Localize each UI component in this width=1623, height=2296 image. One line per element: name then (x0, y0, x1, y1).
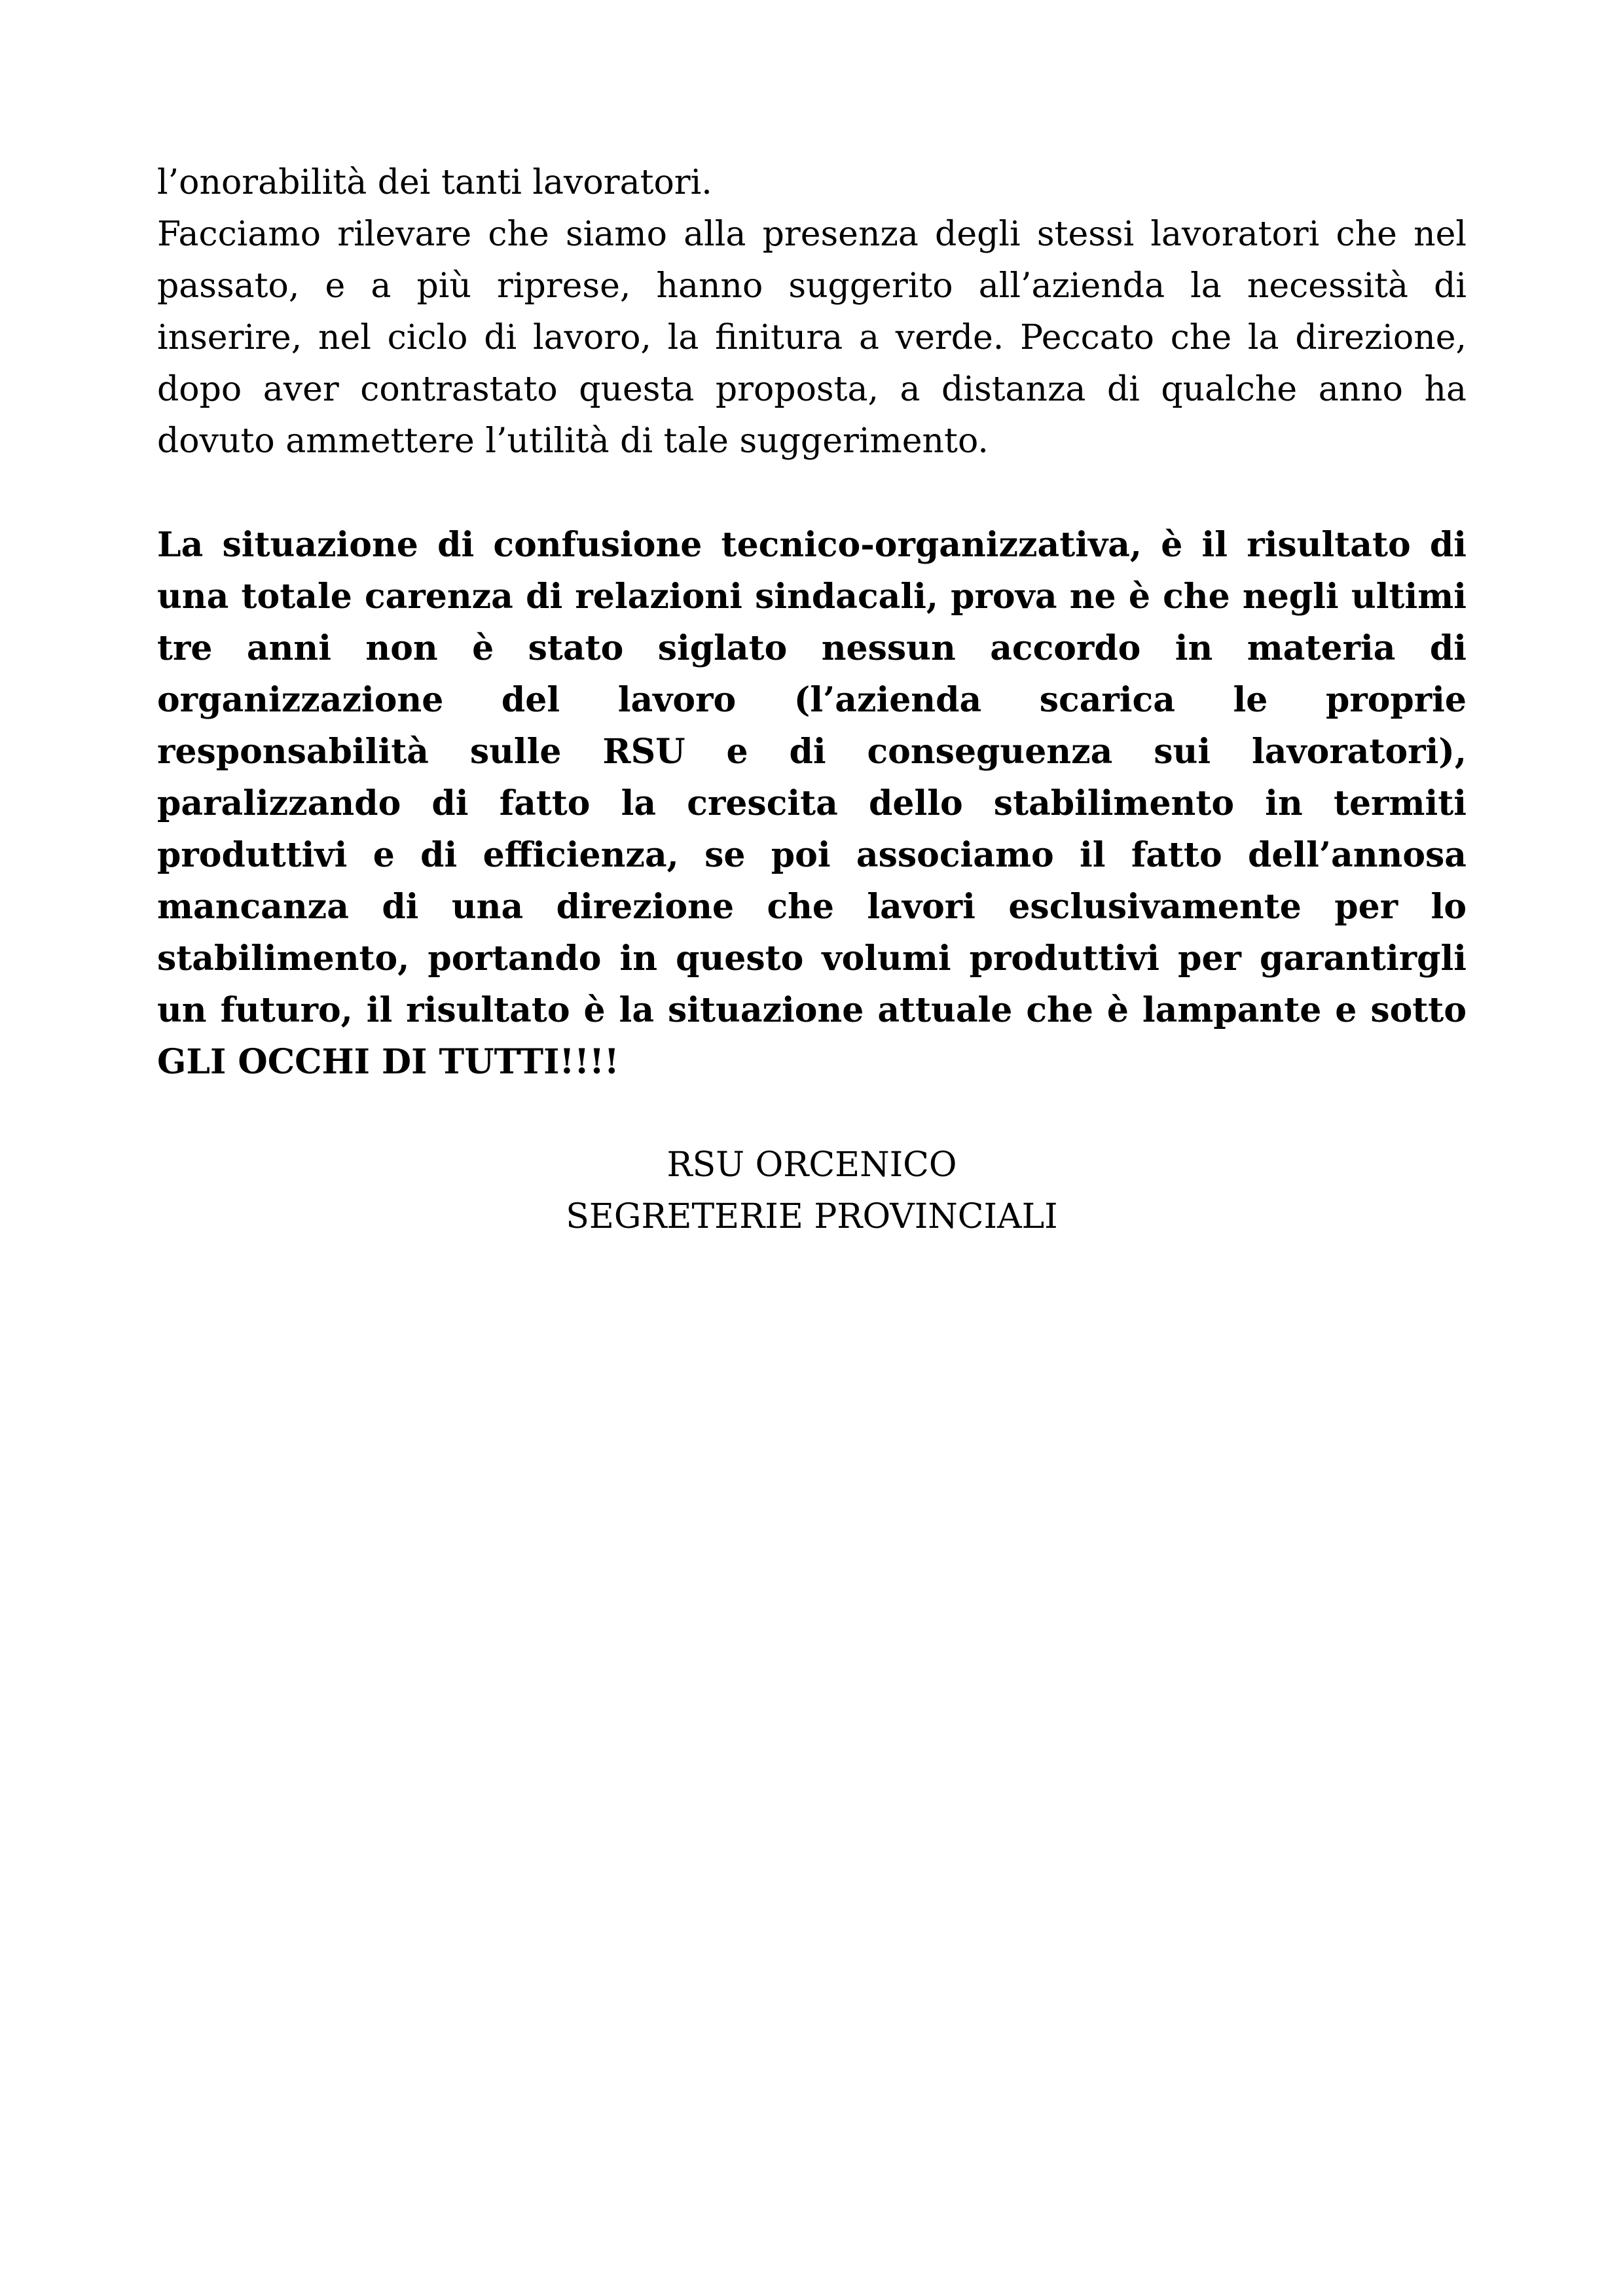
signature-block (157, 1139, 1467, 1243)
document-page (157, 157, 1467, 1243)
paragraph-continuation: l’onorabilità dei tanti lavoratori. (157, 163, 712, 202)
signature-rsu: RSU ORCENICO (666, 1145, 957, 1185)
signature-segreterie: SEGRETERIE PROVINCIALI (566, 1197, 1058, 1236)
paragraph-bold-statement: La situazione di confusione tecnico-organizzativa, è il risultato di una totale carenza di relazioni sindacali, prova ne è che negli ultimi tre anni non è stato siglato nessun accordo in materia di organizzazione del lavoro (l’azienda scarica le proprie responsabilità sulle RSU e di conseguenza sui lavoratori), paralizzando di fatto la crescita dello stabilimento in termiti produttivi e di efficienza, se poi associamo il fatto dell’annosa mancanza di una direzione che lavori esclusivamente per lo stabilimento, portando in questo volumi produttivi per garantirgli un futuro, il risultato è la situazione attuale che è lampante e sotto GLI OCCHI DI TUTTI!!!! (157, 525, 1467, 1082)
paragraph-suggestion: Facciamo rilevare che siamo alla presenza degli stessi lavoratori che nel passato, e a più riprese, hanno suggerito all’azienda la necessità di inserire, nel ciclo di lavoro, la finitura a verde. Peccato che la direzione, dopo aver contrastato questa proposta, a distanza di qualche anno ha dovuto ammettere l’utilità di tale suggerimento. (157, 215, 1467, 461)
